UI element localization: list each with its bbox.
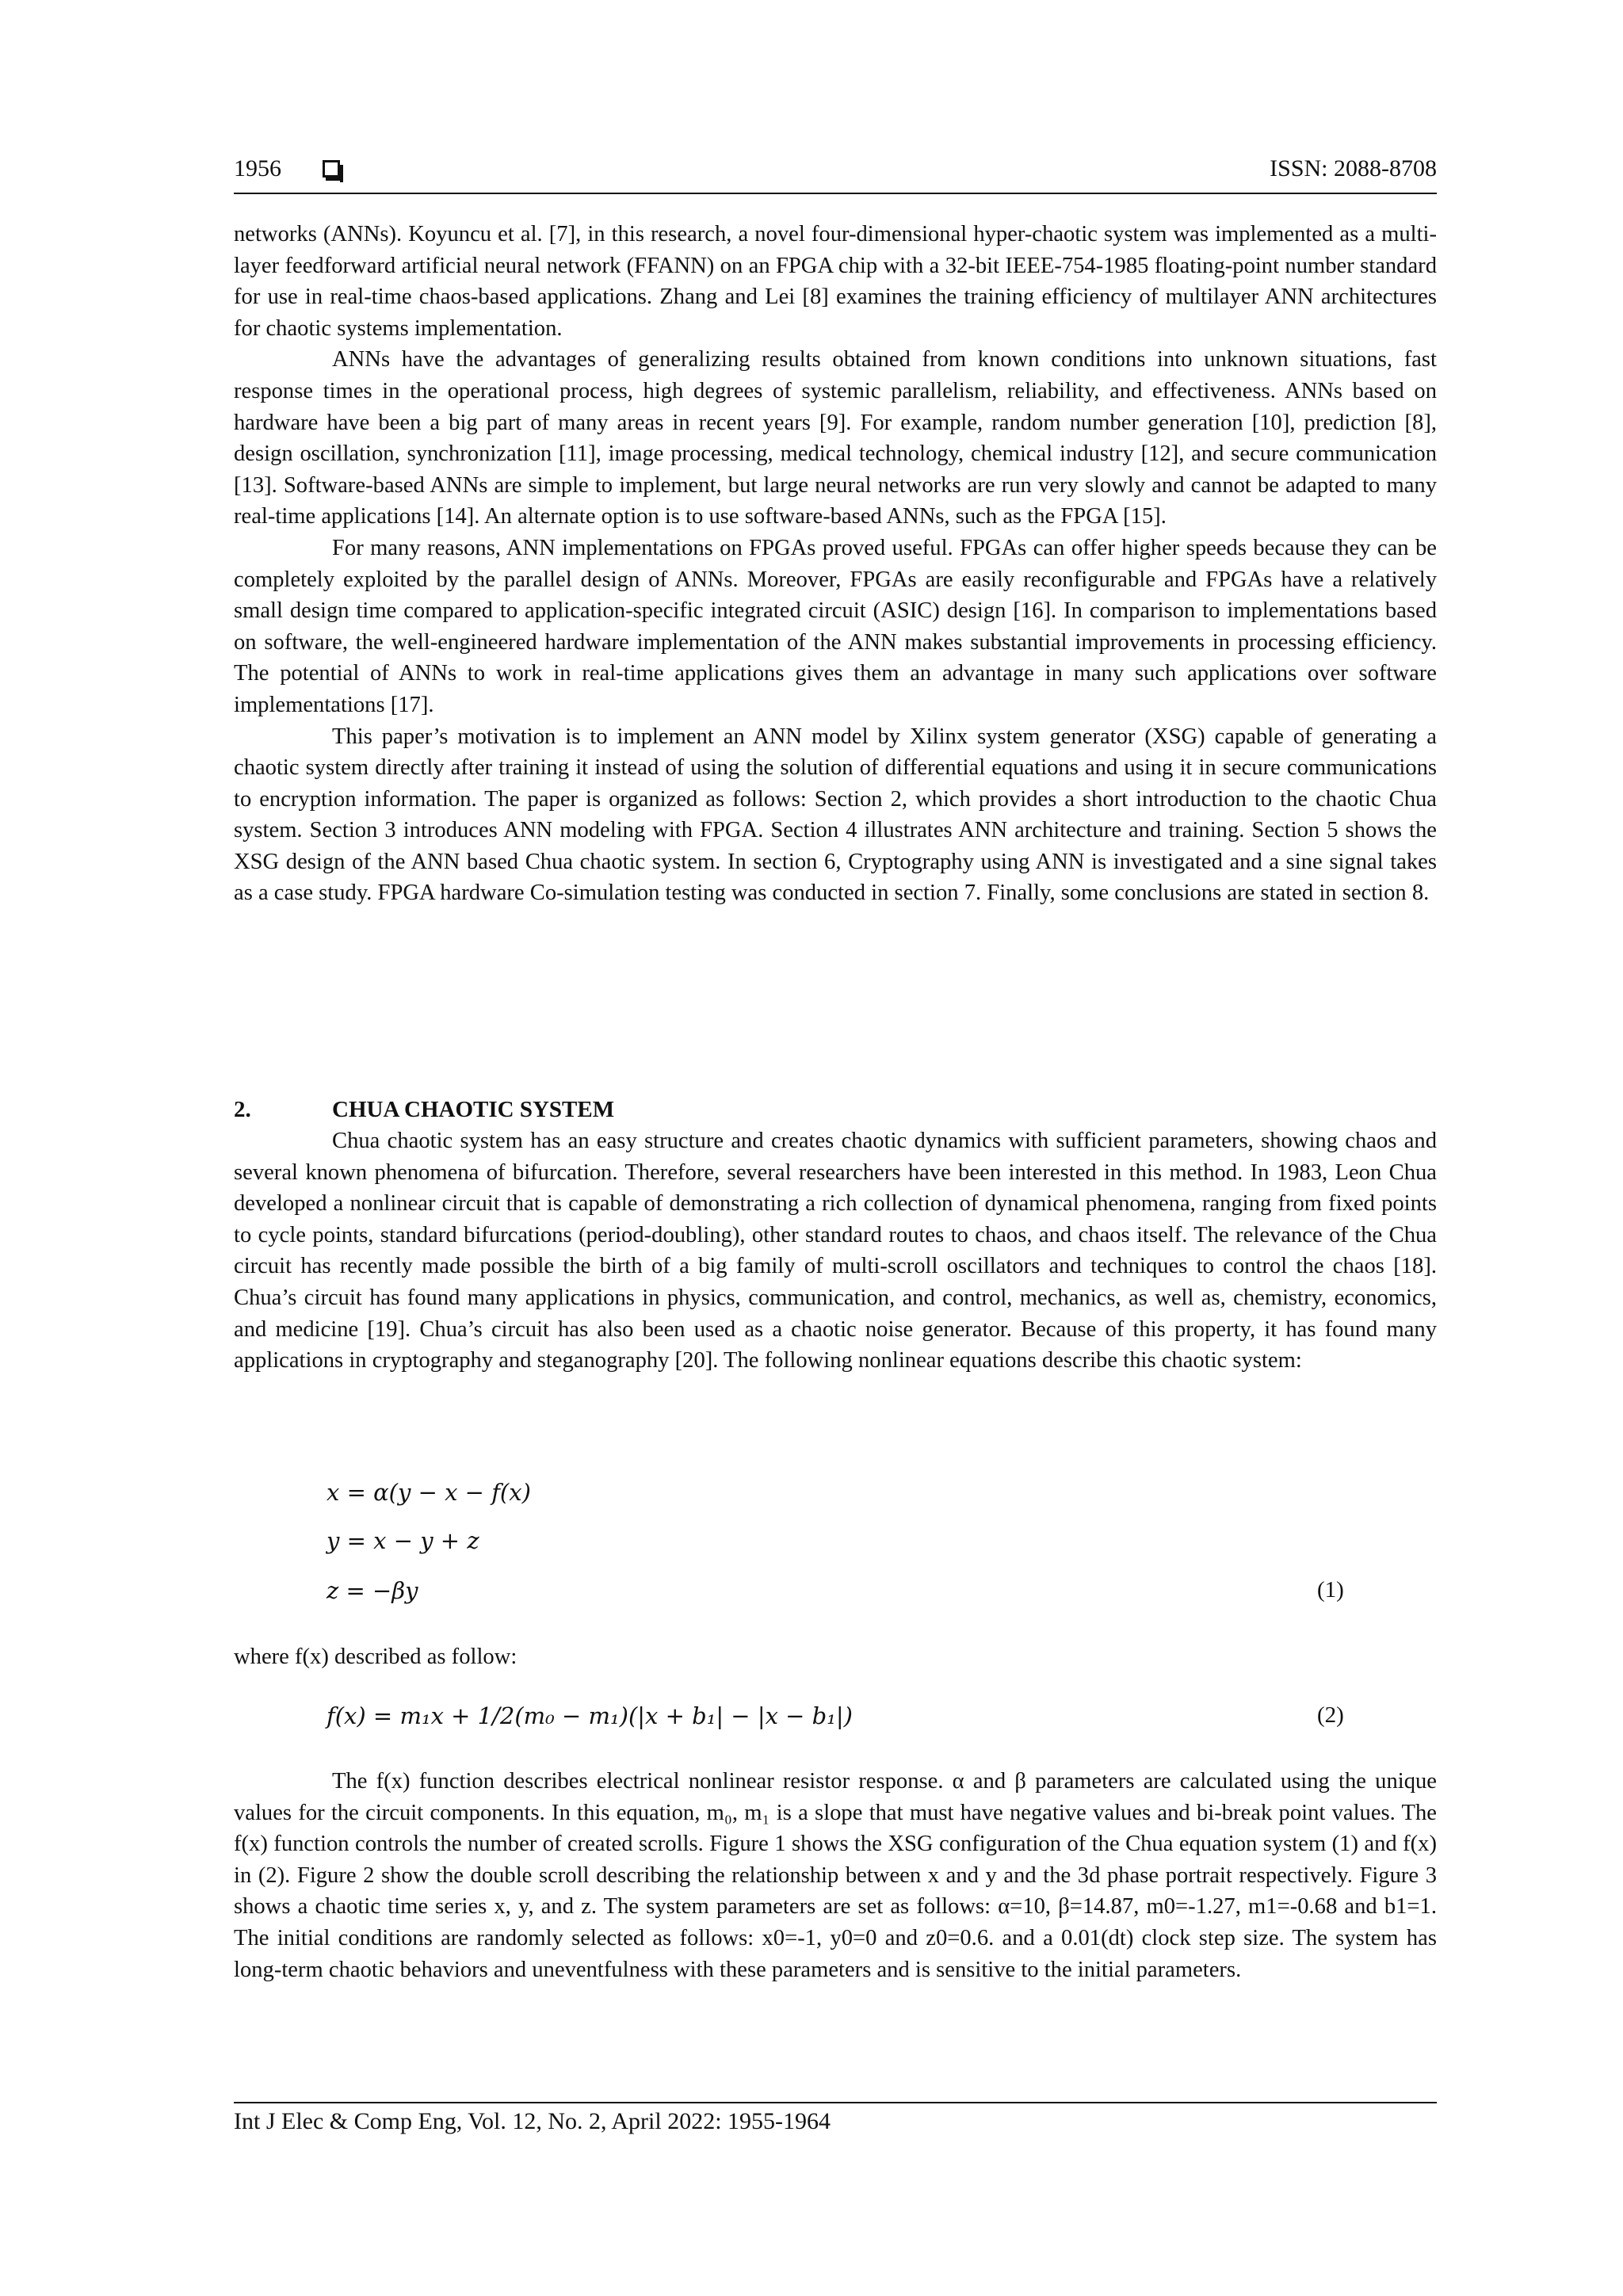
section-heading <box>234 1097 614 1123</box>
section-title: CHUA CHAOTIC SYSTEM <box>332 1097 615 1122</box>
footer-citation: Int J Elec & Comp Eng, Vol. 12, No. 2, April 2022: 1955-1964 <box>234 2108 831 2134</box>
issn-label: ISSN: 2088-8708 <box>1270 155 1437 181</box>
section2-text-2 <box>234 1766 1437 1985</box>
equation-fx: f(x) = m₁x + 1/2(m₀ − m₁)(|x + b₁| − |x − b₁|) <box>327 1702 853 1729</box>
paragraph-2: ANNs have the advantages of generalizing results obtained from known conditions into unknown situations, fast response times in the operational process, high degrees of systemic parallelism, reliability, and effectiveness. ANNs based on hardware have been a big part of many areas in recent years [9]. For example, random number generation [10], prediction [8], design oscillation, synchronization [11], image processing, medical technology, chemical industry [12], and secure communication [13]. Software-based ANNs are simple to implement, but large neural networks are run very slowly and cannot be adapted to many real-time applications [14]. An alternate option is to use software-based ANNs, such as the FPGA [15]. <box>234 347 1437 529</box>
section2-text <box>234 1125 1437 1377</box>
section-number: 2. <box>234 1097 251 1122</box>
equation-1-number: (1) <box>1317 1577 1344 1603</box>
paragraph-1: networks (ANNs). Koyuncu et al. [7], in this research, a novel four-dimensional hyper-chaotic system was implemented as a multi-layer feedforward artificial neural network (FFANN) on an FPGA chip with a 32-bit IEEE-754-1985 floating-point number standard for use in real-time chaos-based applications. Zhang and Lei [8] examines the training efficiency of multilayer ANN architectures for chaotic systems implementation. <box>234 222 1437 341</box>
header-rule <box>234 193 1437 194</box>
page-number: 1956 <box>234 155 281 181</box>
section2-paragraph-2: The f(x) function describes electrical nonlinear resistor response. α and β parameters are calculated using the unique values for the circuit components. In this equation, m₀, m₁ is a slope that must have negative values and bi-break point values. The f(x) function controls the number of created scrolls. Figure 1 shows the XSG configuration of the Chua equation system (1) and f(x) in (2). Figure 2 show the double scroll describing the relationship between x and y and the 3d phase portrait respectively. Figure 3 shows a chaotic time series x, y, and z. The system parameters are set as follows: α=10, β=14.87, m0=-1.27, m1=-0.68 and b1=1. The initial conditions are randomly selected as follows: x0=-1, y0=0 and z0=0.6. and a 0.01(dt) clock step size. The system has long-term chaotic behaviors and uneventfulness with these parameters and is sensitive to the initial parameters. <box>234 1769 1437 1982</box>
equation-z: z = −βy <box>327 1577 418 1604</box>
where-text: where f(x) described as follow: <box>234 1645 517 1669</box>
equation-x: x = α(y − x − f(x) <box>327 1479 531 1506</box>
equation-y: y = x − y + z <box>327 1527 479 1554</box>
paragraph-4: This paper’s motivation is to implement an ANN model by Xilinx system generator (XSG) capable of generating a chaotic system directly after training it instead of using the solution of differential equations and using it in secure communications to encryption information. The paper is organized as follows: Section 2, which provides a short introduction to the chaotic Chua system. Section 3 introduces ANN modeling with FPGA. Section 4 illustrates ANN architecture and training. Section 5 shows the XSG design of the ANN based Chua chaotic system. In section 6, Cryptography using ANN is investigated and a sine signal takes as a case study. FPGA hardware Co-simulation testing was conducted in section 7. Finally, some conclusions are stated in section 8. <box>234 724 1437 906</box>
equation-2-number: (2) <box>1317 1702 1344 1728</box>
section2-paragraph-1: Chua chaotic system has an easy structure and creates chaotic dynamics with sufficient parameters, showing chaos and several known phenomena of bifurcation. Therefore, several researchers have been interested in this method. In 1983, Leon Chua developed a nonlinear circuit that is capable of demonstrating a rich collection of dynamical phenomena, ranging from fixed points to cycle points, standard bifurcations (period-doubling), other standard routes to chaos, and chaos itself. The relevance of the Chua circuit has recently made possible the birth of a big family of multi-scroll oscillators and techniques to control the chaos [18]. Chua’s circuit has found many applications in physics, communication, and control, mechanics, as well as, chemistry, economics, and medicine [19]. Chua’s circuit has also been used as a chaotic noise generator. Because of this property, it has found many applications in cryptography and steganography [20]. The following nonlinear equations describe this chaotic system: <box>234 1129 1437 1373</box>
paragraph-3: For many reasons, ANN implementations on FPGAs proved useful. FPGAs can offer higher speeds because they can be completely exploited by the parallel design of ANNs. Moreover, FPGAs are easily reconfigurable and FPGAs have a relatively small design time compared to application-specific integrated circuit (ASIC) design [16]. In comparison to implementations based on software, the well-engineered hardware implementation of the ANN makes substantial improvements in processing efficiency. The potential of ANNs to work in real-time applications gives them an advantage in many such applications over software implementations [17]. <box>234 535 1437 717</box>
box-icon <box>323 160 340 178</box>
footer-rule <box>234 2102 1437 2103</box>
intro-text <box>234 219 1437 909</box>
page-header <box>234 155 1437 195</box>
